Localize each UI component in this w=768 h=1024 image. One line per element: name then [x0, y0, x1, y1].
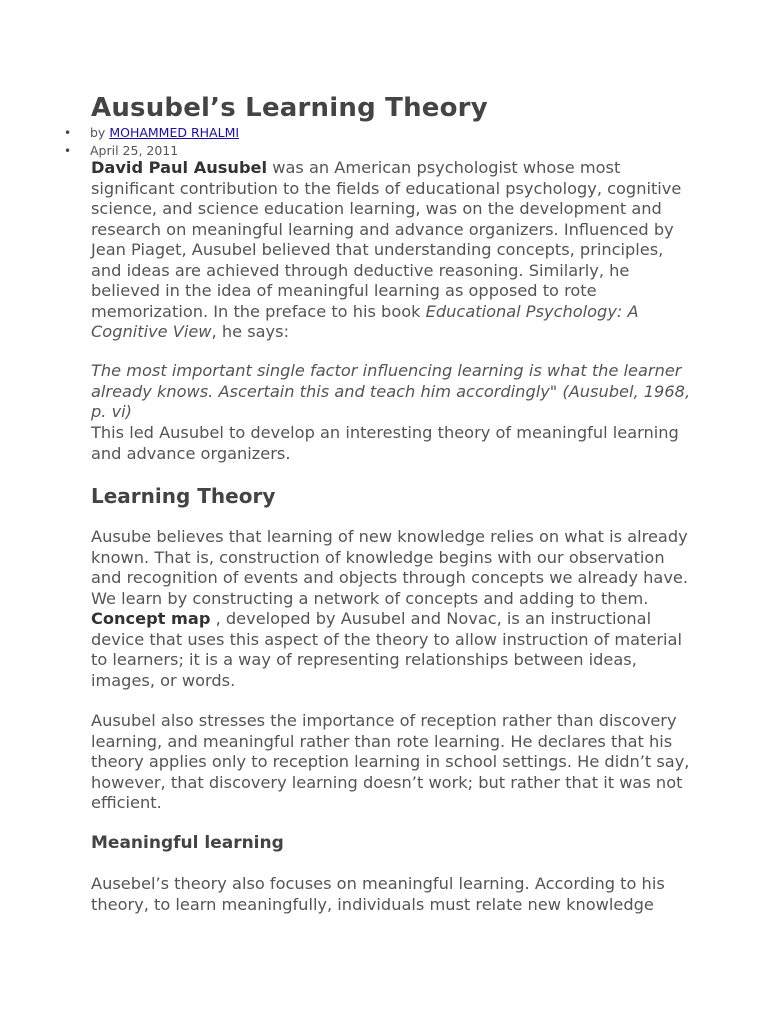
- book-title: Educational Psychology: A Cognitive View: [91, 301, 639, 341]
- byline-item: [64, 124, 239, 142]
- concept-map-term: Concept map: [91, 609, 211, 628]
- lt-p1-text-before: Ausube believes that learning of new knowledge relies on what is already known. That is, construction of knowledge begins with our observation and recognition of events and objects through concepts we already have. We learn by constructing a network of concepts and adding to them.: [91, 527, 689, 608]
- quote-paragraph: The most important single factor influencing learning is what the learner already knows. Ascertain this and teach him accordingly" (Ausubel, 1968, p. vi): [91, 361, 691, 421]
- learning-theory-paragraph-2: Ausubel also stresses the importance of reception rather than discovery learning, and meaningful rather than rote learning. He declares that his theory applies only to reception learning in school settings. He didn’t say, however, that discovery learning doesn’t work; but rather that it was not efficient.: [91, 711, 690, 812]
- article-meta-list: [64, 124, 239, 160]
- after-quote-paragraph: This led Ausubel to develop an interesting theory of meaningful learning and advance organizers.: [91, 423, 679, 463]
- learning-theory-paragraph-1: [91, 527, 691, 691]
- lt-p1-text-after: , developed by Ausubel and Novac, is an instructional device that uses this aspect of the theory to allow instruction of material to learners; it is a way of representing relationships between ideas, images, or words.: [91, 609, 682, 690]
- article-title: Ausubel’s Learning Theory: [91, 93, 488, 123]
- intro-name: David Paul Ausubel: [91, 158, 268, 177]
- learning-theory-heading: Learning Theory: [91, 484, 276, 508]
- publish-date: April 25, 2011: [90, 143, 179, 158]
- meaningful-learning-paragraph: Ausebel’s theory also focuses on meaningful learning. According to his theory, to learn meaningfully, individuals must relate new knowledge: [91, 874, 665, 914]
- meaningful-learning-heading: Meaningful learning: [91, 833, 284, 853]
- intro-text-2: , he says:: [211, 322, 290, 341]
- byline-prefix: by: [90, 125, 106, 140]
- intro-paragraph: [91, 158, 691, 343]
- intro-text-1: was an American psychologist whose most significant contribution to the fields of educational psychology, cognitive science, and science education learning, was on the development and research on meaningful learning and advance organizers. Influenced by Jean Piaget, Ausubel believed that understanding concepts, principles, and ideas are achieved through deductive reasoning. Similarly, he believed in the idea of meaningful learning as opposed to rote memorization. In the preface to his book: [91, 158, 682, 321]
- author-link[interactable]: MOHAMMED RHALMI: [109, 125, 240, 140]
- bullet-icon: •: [64, 144, 72, 158]
- bullet-icon: •: [64, 126, 72, 140]
